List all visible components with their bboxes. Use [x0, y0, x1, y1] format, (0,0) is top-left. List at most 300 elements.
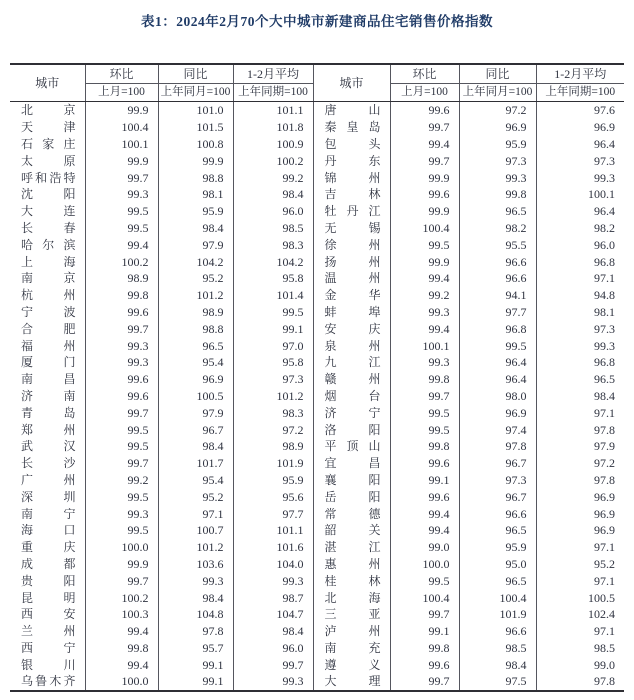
- city-cell: 南京: [10, 270, 85, 287]
- value-cell: 96.6: [459, 623, 536, 640]
- value-cell: 97.8: [536, 673, 624, 691]
- city-cell: 金华: [313, 287, 390, 304]
- value-cell: 96.6: [459, 505, 536, 522]
- value-cell: 96.8: [459, 320, 536, 337]
- value-cell: 99.4: [390, 136, 459, 153]
- value-cell: 97.8: [536, 421, 624, 438]
- value-cell: 96.9: [536, 522, 624, 539]
- value-cell: 97.2: [536, 455, 624, 472]
- value-cell: 98.5: [459, 640, 536, 657]
- table-row: [10, 186, 624, 203]
- value-cell: 100.1: [536, 186, 624, 203]
- value-cell: 99.9: [390, 203, 459, 220]
- city-cell: 安庆: [313, 320, 390, 337]
- value-cell: 97.2: [233, 421, 313, 438]
- value-cell: 99.9: [158, 152, 233, 169]
- value-cell: 104.2: [233, 253, 313, 270]
- value-cell: 98.8: [158, 320, 233, 337]
- value-cell: 98.4: [233, 186, 313, 203]
- value-cell: 99.9: [390, 253, 459, 270]
- city-cell: 西安: [10, 606, 85, 623]
- value-cell: 99.6: [390, 102, 459, 119]
- value-cell: 95.4: [158, 472, 233, 489]
- value-cell: 99.3: [85, 354, 158, 371]
- value-cell: 97.9: [158, 236, 233, 253]
- value-cell: 99.9: [85, 102, 158, 119]
- value-cell: 99.8: [390, 640, 459, 657]
- city-cell: 海口: [10, 522, 85, 539]
- city-cell: 杭州: [10, 287, 85, 304]
- city-cell: 天津: [10, 119, 85, 136]
- value-cell: 101.9: [233, 455, 313, 472]
- table-row: [10, 169, 624, 186]
- value-cell: 100.2: [85, 253, 158, 270]
- value-cell: 100.1: [390, 337, 459, 354]
- city-cell: 广州: [10, 472, 85, 489]
- table-row: [10, 606, 624, 623]
- value-cell: 96.9: [459, 404, 536, 421]
- value-cell: 99.0: [390, 539, 459, 556]
- value-cell: 96.0: [233, 640, 313, 657]
- value-cell: 99.3: [536, 337, 624, 354]
- value-cell: 99.6: [390, 656, 459, 673]
- table-row: [10, 556, 624, 573]
- value-cell: 97.7: [459, 304, 536, 321]
- city-cell: 烟台: [313, 388, 390, 405]
- value-cell: 99.5: [390, 404, 459, 421]
- value-cell: 101.1: [233, 522, 313, 539]
- value-cell: 95.2: [158, 270, 233, 287]
- table-row: [10, 455, 624, 472]
- value-cell: 98.3: [233, 236, 313, 253]
- value-cell: 96.9: [536, 488, 624, 505]
- value-cell: 96.4: [459, 371, 536, 388]
- table-row: [10, 119, 624, 136]
- value-cell: 99.5: [390, 236, 459, 253]
- table-row: [10, 371, 624, 388]
- value-cell: 101.7: [158, 455, 233, 472]
- city-cell: 北京: [10, 102, 85, 119]
- value-cell: 98.9: [158, 304, 233, 321]
- value-cell: 99.9: [390, 169, 459, 186]
- value-cell: 97.3: [536, 152, 624, 169]
- city-cell: 赣州: [313, 371, 390, 388]
- city-cell: 无锡: [313, 220, 390, 237]
- table-row: [10, 522, 624, 539]
- city-cell: 哈尔滨: [10, 236, 85, 253]
- table-row: [10, 505, 624, 522]
- value-cell: 100.5: [536, 589, 624, 606]
- value-cell: 97.1: [536, 572, 624, 589]
- value-cell: 99.3: [85, 337, 158, 354]
- value-cell: 101.9: [459, 606, 536, 623]
- city-cell: 岳阳: [313, 488, 390, 505]
- city-cell: 南充: [313, 640, 390, 657]
- value-cell: 99.5: [459, 337, 536, 354]
- city-cell: 深圳: [10, 488, 85, 505]
- value-cell: 99.8: [390, 371, 459, 388]
- value-cell: 100.3: [85, 606, 158, 623]
- value-cell: 99.8: [85, 640, 158, 657]
- value-cell: 100.0: [390, 556, 459, 573]
- table-row: [10, 656, 624, 673]
- value-cell: 99.2: [390, 287, 459, 304]
- table-row: [10, 236, 624, 253]
- value-cell: 99.1: [158, 656, 233, 673]
- city-cell: 昆明: [10, 589, 85, 606]
- table-row: [10, 354, 624, 371]
- value-cell: 98.1: [536, 304, 624, 321]
- value-cell: 99.4: [390, 320, 459, 337]
- city-cell: 青岛: [10, 404, 85, 421]
- value-cell: 100.4: [85, 119, 158, 136]
- value-cell: 97.1: [536, 404, 624, 421]
- value-cell: 95.8: [233, 354, 313, 371]
- header-mom-base-right: 上月=100: [390, 83, 459, 102]
- value-cell: 96.5: [459, 203, 536, 220]
- table-row: [10, 589, 624, 606]
- value-cell: 99.1: [390, 472, 459, 489]
- value-cell: 101.2: [158, 539, 233, 556]
- value-cell: 99.7: [390, 152, 459, 169]
- value-cell: 98.3: [233, 404, 313, 421]
- value-cell: 99.7: [85, 572, 158, 589]
- value-cell: 95.9: [233, 472, 313, 489]
- value-cell: 99.5: [390, 572, 459, 589]
- table-row: [10, 472, 624, 489]
- table-row: [10, 270, 624, 287]
- value-cell: 99.3: [85, 186, 158, 203]
- city-cell: 宜昌: [313, 455, 390, 472]
- table-row: [10, 220, 624, 237]
- city-cell: 济南: [10, 388, 85, 405]
- city-cell: 贵阳: [10, 572, 85, 589]
- value-cell: 95.4: [158, 354, 233, 371]
- value-cell: 99.5: [85, 488, 158, 505]
- value-cell: 100.0: [85, 673, 158, 691]
- header-avg-right: 1-2月平均: [536, 64, 624, 83]
- city-cell: 合肥: [10, 320, 85, 337]
- city-cell: 呼和浩特: [10, 169, 85, 186]
- value-cell: 96.0: [536, 236, 624, 253]
- city-cell: 常德: [313, 505, 390, 522]
- city-cell: 吉林: [313, 186, 390, 203]
- value-cell: 98.4: [459, 656, 536, 673]
- value-cell: 99.6: [85, 304, 158, 321]
- table-row: [10, 623, 624, 640]
- value-cell: 104.0: [233, 556, 313, 573]
- value-cell: 100.2: [85, 589, 158, 606]
- city-cell: 南宁: [10, 505, 85, 522]
- value-cell: 97.4: [459, 421, 536, 438]
- value-cell: 99.7: [233, 656, 313, 673]
- value-cell: 99.4: [390, 522, 459, 539]
- value-cell: 99.5: [390, 421, 459, 438]
- value-cell: 100.9: [233, 136, 313, 153]
- city-cell: 太原: [10, 152, 85, 169]
- city-cell: 银川: [10, 656, 85, 673]
- value-cell: 95.6: [233, 488, 313, 505]
- value-cell: 99.3: [390, 304, 459, 321]
- table-row: [10, 388, 624, 405]
- value-cell: 95.9: [459, 136, 536, 153]
- table-row: [10, 640, 624, 657]
- city-cell: 成都: [10, 556, 85, 573]
- table-row: [10, 421, 624, 438]
- city-cell: 丹东: [313, 152, 390, 169]
- value-cell: 103.6: [158, 556, 233, 573]
- value-cell: 96.5: [459, 572, 536, 589]
- table-body: [10, 102, 624, 691]
- table-row: [10, 673, 624, 691]
- value-cell: 99.5: [233, 304, 313, 321]
- value-cell: 97.0: [233, 337, 313, 354]
- header-yoy-base-left: 上年同月=100: [158, 83, 233, 102]
- value-cell: 96.9: [158, 371, 233, 388]
- value-cell: 95.8: [233, 270, 313, 287]
- value-cell: 99.3: [233, 572, 313, 589]
- value-cell: 97.1: [536, 539, 624, 556]
- value-cell: 96.4: [459, 354, 536, 371]
- city-cell: 遵义: [313, 656, 390, 673]
- header-yoy-left: 同比: [158, 64, 233, 83]
- value-cell: 96.9: [459, 119, 536, 136]
- table-row: [10, 438, 624, 455]
- header-mom-right: 环比: [390, 64, 459, 83]
- value-cell: 96.6: [459, 253, 536, 270]
- value-cell: 99.9: [85, 556, 158, 573]
- value-cell: 101.2: [233, 388, 313, 405]
- header-city-right: 城市: [313, 64, 390, 102]
- value-cell: 96.5: [158, 337, 233, 354]
- table-header: [10, 64, 624, 102]
- value-cell: 99.4: [85, 623, 158, 640]
- city-cell: 大连: [10, 203, 85, 220]
- value-cell: 100.8: [158, 136, 233, 153]
- value-cell: 97.7: [233, 505, 313, 522]
- value-cell: 98.2: [536, 220, 624, 237]
- value-cell: 101.6: [233, 539, 313, 556]
- value-cell: 99.4: [390, 270, 459, 287]
- city-cell: 济宁: [313, 404, 390, 421]
- value-cell: 99.2: [233, 169, 313, 186]
- value-cell: 96.6: [459, 270, 536, 287]
- value-cell: 97.2: [459, 102, 536, 119]
- city-cell: 桂林: [313, 572, 390, 589]
- value-cell: 95.2: [536, 556, 624, 573]
- city-cell: 韶关: [313, 522, 390, 539]
- value-cell: 99.3: [459, 169, 536, 186]
- table-row: [10, 102, 624, 119]
- city-cell: 郑州: [10, 421, 85, 438]
- value-cell: 99.8: [85, 287, 158, 304]
- value-cell: 99.6: [85, 371, 158, 388]
- city-cell: 湛江: [313, 539, 390, 556]
- city-cell: 平顶山: [313, 438, 390, 455]
- value-cell: 97.3: [459, 152, 536, 169]
- city-cell: 牡丹江: [313, 203, 390, 220]
- city-cell: 泉州: [313, 337, 390, 354]
- table-row: [10, 488, 624, 505]
- value-cell: 95.9: [158, 203, 233, 220]
- city-cell: 宁波: [10, 304, 85, 321]
- city-cell: 兰州: [10, 623, 85, 640]
- city-cell: 沈阳: [10, 186, 85, 203]
- city-cell: 乌鲁木齐: [10, 673, 85, 691]
- header-avg-base-right: 上年同期=100: [536, 83, 624, 102]
- value-cell: 97.3: [459, 472, 536, 489]
- value-cell: 96.8: [536, 354, 624, 371]
- city-cell: 上海: [10, 253, 85, 270]
- value-cell: 97.6: [536, 102, 624, 119]
- city-cell: 长春: [10, 220, 85, 237]
- value-cell: 99.4: [85, 236, 158, 253]
- value-cell: 96.7: [459, 488, 536, 505]
- value-cell: 100.4: [459, 589, 536, 606]
- value-cell: 98.5: [233, 220, 313, 237]
- value-cell: 99.5: [85, 421, 158, 438]
- value-cell: 99.7: [85, 169, 158, 186]
- header-city-left: 城市: [10, 64, 85, 102]
- header-row-groups: [10, 64, 624, 83]
- value-cell: 96.8: [536, 253, 624, 270]
- city-cell: 温州: [313, 270, 390, 287]
- city-cell: 北海: [313, 589, 390, 606]
- city-cell: 长沙: [10, 455, 85, 472]
- value-cell: 99.5: [85, 203, 158, 220]
- city-cell: 大理: [313, 673, 390, 691]
- table-row: [10, 404, 624, 421]
- value-cell: 100.4: [390, 589, 459, 606]
- value-cell: 99.3: [158, 572, 233, 589]
- value-cell: 99.9: [85, 152, 158, 169]
- value-cell: 99.7: [390, 673, 459, 691]
- table-row: [10, 203, 624, 220]
- value-cell: 96.7: [459, 455, 536, 472]
- city-cell: 扬州: [313, 253, 390, 270]
- city-cell: 武汉: [10, 438, 85, 455]
- value-cell: 98.7: [233, 589, 313, 606]
- value-cell: 95.5: [459, 236, 536, 253]
- value-cell: 101.8: [233, 119, 313, 136]
- value-cell: 97.9: [536, 438, 624, 455]
- city-cell: 三亚: [313, 606, 390, 623]
- city-cell: 西宁: [10, 640, 85, 657]
- value-cell: 98.4: [158, 589, 233, 606]
- value-cell: 99.5: [85, 438, 158, 455]
- value-cell: 95.7: [158, 640, 233, 657]
- value-cell: 99.1: [390, 623, 459, 640]
- value-cell: 95.9: [459, 539, 536, 556]
- value-cell: 98.4: [158, 438, 233, 455]
- city-cell: 徐州: [313, 236, 390, 253]
- city-cell: 襄阳: [313, 472, 390, 489]
- value-cell: 100.0: [85, 539, 158, 556]
- value-cell: 97.8: [158, 623, 233, 640]
- table-row: [10, 136, 624, 153]
- table-row: [10, 320, 624, 337]
- value-cell: 95.2: [158, 488, 233, 505]
- value-cell: 97.8: [459, 438, 536, 455]
- value-cell: 97.1: [158, 505, 233, 522]
- value-cell: 100.5: [158, 388, 233, 405]
- value-cell: 95.0: [459, 556, 536, 573]
- city-cell: 唐山: [313, 102, 390, 119]
- city-cell: 九江: [313, 354, 390, 371]
- table-row: [10, 337, 624, 354]
- value-cell: 101.2: [158, 287, 233, 304]
- value-cell: 98.4: [536, 388, 624, 405]
- city-cell: 石家庄: [10, 136, 85, 153]
- value-cell: 97.1: [536, 270, 624, 287]
- table-row: [10, 152, 624, 169]
- value-cell: 104.8: [158, 606, 233, 623]
- table-row: [10, 287, 624, 304]
- header-mom-base-left: 上月=100: [85, 83, 158, 102]
- city-cell: 蚌埠: [313, 304, 390, 321]
- value-cell: 96.4: [536, 136, 624, 153]
- value-cell: 94.1: [459, 287, 536, 304]
- header-avg-left: 1-2月平均: [233, 64, 313, 83]
- value-cell: 97.5: [459, 673, 536, 691]
- value-cell: 99.8: [459, 186, 536, 203]
- value-cell: 101.0: [158, 102, 233, 119]
- value-cell: 96.7: [158, 421, 233, 438]
- city-cell: 秦皇岛: [313, 119, 390, 136]
- value-cell: 101.5: [158, 119, 233, 136]
- value-cell: 99.3: [233, 673, 313, 691]
- header-yoy-base-right: 上年同月=100: [459, 83, 536, 102]
- price-index-table: [10, 63, 624, 692]
- value-cell: 99.4: [85, 656, 158, 673]
- value-cell: 100.4: [390, 220, 459, 237]
- value-cell: 99.7: [85, 455, 158, 472]
- value-cell: 99.6: [390, 488, 459, 505]
- value-cell: 99.3: [390, 354, 459, 371]
- value-cell: 102.4: [536, 606, 624, 623]
- value-cell: 104.7: [233, 606, 313, 623]
- value-cell: 99.6: [390, 455, 459, 472]
- value-cell: 99.7: [85, 404, 158, 421]
- value-cell: 96.0: [233, 203, 313, 220]
- value-cell: 101.1: [233, 102, 313, 119]
- value-cell: 99.1: [158, 673, 233, 691]
- value-cell: 97.9: [158, 404, 233, 421]
- value-cell: 99.1: [233, 320, 313, 337]
- value-cell: 97.3: [233, 371, 313, 388]
- value-cell: 99.3: [536, 169, 624, 186]
- value-cell: 99.7: [390, 388, 459, 405]
- value-cell: 97.3: [536, 320, 624, 337]
- value-cell: 99.4: [390, 505, 459, 522]
- table-row: [10, 572, 624, 589]
- value-cell: 98.4: [158, 220, 233, 237]
- value-cell: 98.8: [158, 169, 233, 186]
- value-cell: 100.2: [233, 152, 313, 169]
- value-cell: 99.0: [536, 656, 624, 673]
- value-cell: 99.5: [85, 220, 158, 237]
- header-mom-left: 环比: [85, 64, 158, 83]
- value-cell: 98.0: [459, 388, 536, 405]
- value-cell: 99.7: [85, 320, 158, 337]
- city-cell: 惠州: [313, 556, 390, 573]
- value-cell: 97.1: [536, 623, 624, 640]
- value-cell: 97.8: [536, 472, 624, 489]
- table-row: [10, 304, 624, 321]
- value-cell: 99.6: [390, 186, 459, 203]
- city-cell: 重庆: [10, 539, 85, 556]
- value-cell: 99.5: [85, 522, 158, 539]
